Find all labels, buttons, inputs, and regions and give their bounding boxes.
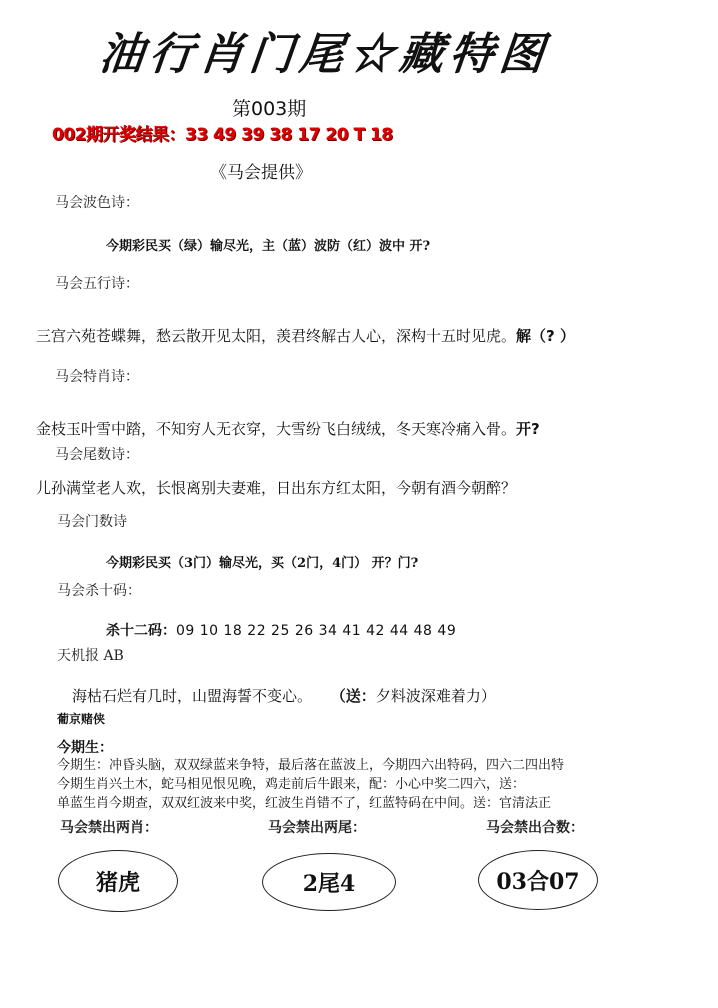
kill-twelve-label: 杀十二码： (106, 623, 176, 639)
zodiac-poem-line (36, 418, 540, 439)
ban-tail-value: 2尾4 (302, 870, 356, 897)
this-issue-line-3: 单蓝生肖今期查，双双红波来中奖，红波生肖错不了，红蓝特码在中间。送：官清法正 (57, 796, 552, 811)
door-poem-heading: 马会门数诗 (57, 514, 127, 530)
page-title: 油行肖门尾☆藏特图 (96, 29, 553, 80)
ban-tail-oval (262, 853, 396, 911)
kill-twelve-line (106, 620, 456, 640)
tianji-line (72, 685, 496, 706)
kill-ten-heading: 马会杀十码： (57, 583, 141, 599)
wave-color-heading: 马会波色诗： (55, 195, 139, 211)
tianji-send-text: 夕料波深难着力） (375, 687, 496, 705)
five-elements-text: 三宫六苑苍蝶舞，愁云散开见太阳，羡君终解古人心，深构十五时见虎。 (36, 327, 517, 345)
this-issue-line-2: 今期生肖兴土木，蛇马相见恨见晚，鸡走前后牛跟来，配：小心中奖二四六，送： (57, 777, 526, 792)
provider-label: 《马会提供》 (210, 163, 312, 183)
ban-sum-label: 马会禁出合数： (486, 820, 584, 836)
ban-zodiac-value: 猪虎 (95, 869, 140, 896)
this-issue-line-1: 今期生：冲昏头脑，双双绿蓝来争特，最后落在蓝波上，今期四六出特码，四六二四出特 (57, 758, 565, 773)
zodiac-poem-answer: 开? (516, 420, 540, 438)
zodiac-poem-heading: 马会特肖诗： (55, 369, 139, 385)
tianji-heading: 天机报 AB (57, 648, 124, 664)
issue-number: 第003期 (232, 98, 307, 120)
tail-poem-line: 儿孙满堂老人欢，长恨离别夫妻难，日出东方红太阳，今朝有酒今朝醉？ (36, 479, 517, 497)
zodiac-poem-text: 金枝玉叶雪中踏，不知穷人无衣穿，大雪纷飞白绒绒，冬天寒冷痛入骨。 (36, 420, 517, 438)
ban-zodiac-label: 马会禁出两肖： (60, 820, 158, 836)
ban-tail-label: 马会禁出两尾： (268, 820, 366, 836)
this-issue-body (57, 756, 564, 813)
this-issue-heading: 今期生： (57, 740, 113, 756)
wave-color-line: 今期彩民买（绿）输尽光，主（蓝）波防（红）波中 开? (106, 239, 431, 254)
door-poem-line: 今期彩民买（3门）输尽光，买（2门，4门） 开？门? (106, 556, 419, 571)
five-elements-answer: 解（? ） (516, 327, 575, 345)
ban-sum-oval (478, 850, 598, 910)
tianji-text: 海枯石烂有几时，山盟海誓不变心。 (72, 687, 313, 705)
kill-twelve-numbers: 09 10 18 22 25 26 34 41 42 44 48 49 (176, 623, 457, 639)
tail-poem-heading: 马会尾数诗： (55, 447, 139, 463)
five-elements-line (36, 325, 575, 346)
ban-zodiac-oval (58, 850, 178, 912)
gambler-heading: 葡京赌侠 (57, 712, 106, 726)
ban-sum-value: 03合07 (496, 868, 580, 895)
draw-result: 002期开奖结果：33 49 39 38 17 20 T 18 (52, 125, 393, 145)
tianji-send-label: （送： (330, 687, 376, 705)
five-elements-heading: 马会五行诗： (55, 276, 139, 292)
